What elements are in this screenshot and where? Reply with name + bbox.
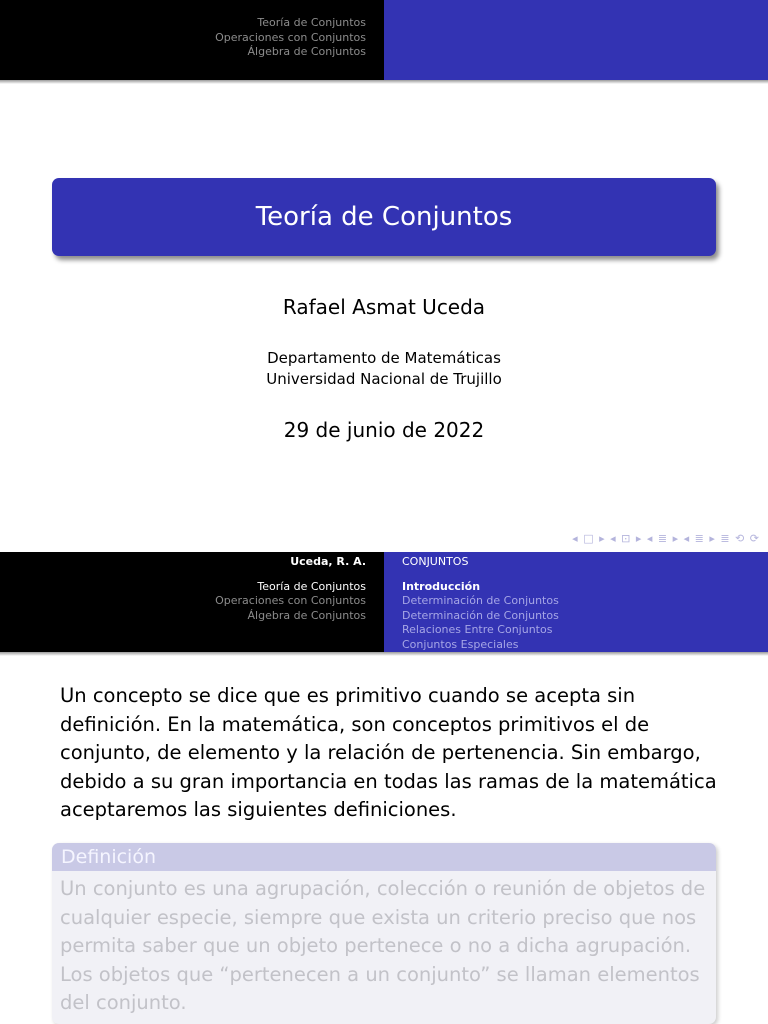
- subsection-item[interactable]: Conjuntos Especiales: [402, 637, 519, 651]
- header-section-active[interactable]: Teoría de Conjuntos: [257, 579, 366, 593]
- header-subsections: [384, 0, 768, 80]
- subsection-item[interactable]: Determinación de Conjuntos: [402, 608, 559, 622]
- slide-header: [0, 552, 768, 652]
- header-section[interactable]: Teoría de Conjuntos: [257, 16, 366, 29]
- subsection-item[interactable]: Determinación de Conjuntos: [402, 594, 559, 607]
- definition-title: Definición: [52, 843, 716, 871]
- author: Rafael Asmat Uceda: [282, 295, 486, 319]
- slide-header: [0, 0, 768, 80]
- header-author: Uceda, R. A.: [290, 555, 366, 568]
- header-shadow: [0, 80, 768, 84]
- institute: [0, 348, 768, 390]
- header-section[interactable]: Álgebra de Conjuntos: [247, 608, 366, 622]
- definition-text: Un conjunto es una agrupación, colección o reunión de objetos de cualquier especie, siempre que exista un criterio preciso que nos permita saber que un objeto pertenece o no a dicha agrupación. Los objetos que “pertenecen a un conjunto” se llaman elementos del conjunto.: [60, 877, 706, 1014]
- header-section[interactable]: Operaciones con Conjuntos: [215, 30, 366, 44]
- header-sections: [0, 0, 384, 80]
- intro-paragraph: Un concepto se dice que es primitivo cuando se acepta sin definición. En la matemática, son conceptos primitivos el de conjunto, de elemento y la relación de pertenencia. Sin embargo, debido a su gran importancia en todas las ramas de la matemática aceptaremos las siguientes definiciones.: [60, 684, 717, 821]
- header-sections: [0, 552, 384, 652]
- presentation-title: Teoría de Conjuntos: [52, 178, 716, 256]
- header-section[interactable]: Álgebra de Conjuntos: [247, 45, 366, 58]
- subsection-item[interactable]: Relaciones Entre Conjuntos: [402, 623, 553, 636]
- navigation-symbols[interactable]: ◂ □ ▸ ◂ ⊡ ▸ ◂ ≣ ▸ ◂ ≣ ▸ ≣ ⟲ ⟳: [572, 532, 760, 545]
- definition-block: [52, 843, 716, 1024]
- header-section[interactable]: Operaciones con Conjuntos: [215, 594, 366, 607]
- header-subsections: [384, 552, 768, 652]
- institute-line: Universidad Nacional de Trujillo: [266, 370, 502, 388]
- header-shadow: [0, 652, 768, 656]
- institute-line: Departamento de Matemáticas: [267, 349, 501, 367]
- section-title[interactable]: CONJUNTOS: [402, 555, 469, 568]
- subsection-active[interactable]: Introducción: [402, 579, 481, 593]
- date: 29 de junio de 2022: [283, 418, 485, 442]
